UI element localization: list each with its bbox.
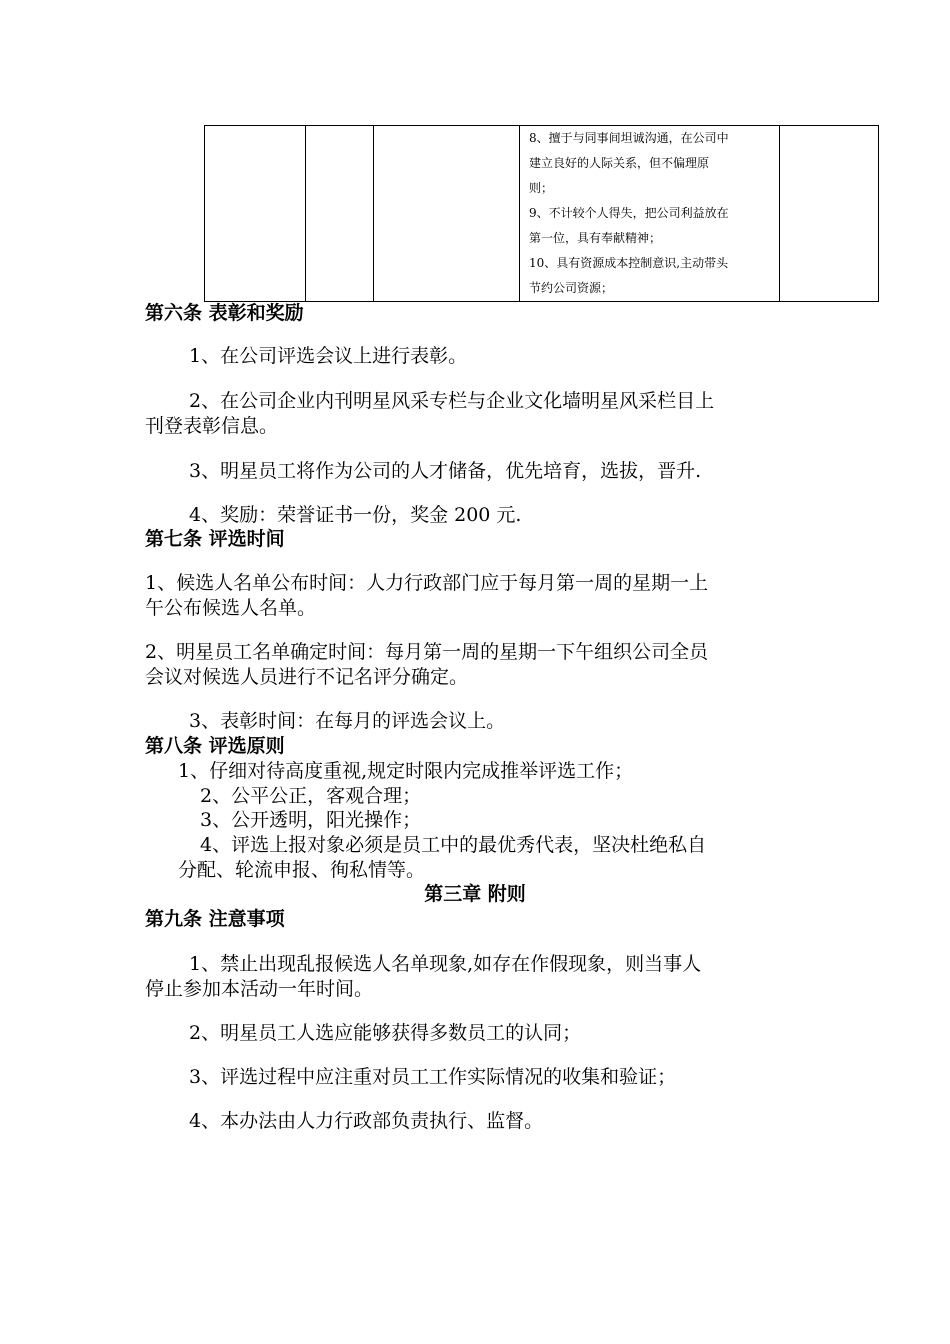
criteria-line: 则； xyxy=(529,181,554,195)
criteria-line: 8、擅于与同事间坦诚沟通，在公司中 xyxy=(529,131,729,145)
article-8-item: 2、公平公正，客观合理； xyxy=(200,785,422,807)
article-9-item: 3、评选过程中应注重对员工工作实际情况的收集和验证； xyxy=(189,1066,677,1088)
criteria-line: 节约公司资源； xyxy=(529,281,614,295)
criteria-line: 10、具有资源成本控制意识,主动带头 xyxy=(529,256,729,270)
article-9-item: 2、明星员工人选应能够获得多数员工的认同； xyxy=(189,1022,582,1044)
article-7-item: 1、候选人名单公布时间：人力行政部门应于每月第一周的星期一上 xyxy=(145,572,709,594)
criteria-line: 第一位，具有奉献精神； xyxy=(529,231,662,245)
table-cell-criteria xyxy=(520,126,780,302)
article-6-item: 4、奖励：荣誉证书一份，奖金 200 元. xyxy=(189,504,522,526)
table-cell xyxy=(374,126,520,302)
article-6-item: 2、在公司企业内刊明星风采专栏与企业文化墙明星风采栏目上 xyxy=(189,390,715,412)
criteria-line: 9、不计较个人得失，把公司利益放在 xyxy=(529,206,729,220)
table-cell xyxy=(306,126,374,302)
article-9-item: 1、禁止出现乱报候选人名单现象,如存在作假现象，则当事人 xyxy=(189,953,702,975)
table-row xyxy=(205,126,879,302)
article-7-item-cont: 会议对候选人员进行不记名评分确定。 xyxy=(145,666,469,688)
chapter-3-heading: 第三章 附则 xyxy=(424,883,526,905)
article-8-item: 3、公开透明，阳光操作； xyxy=(200,809,422,831)
article-9-item-cont: 停止参加本活动一年时间。 xyxy=(145,978,374,1000)
article-6-item: 3、明星员工将作为公司的人才储备，优先培育，选拔，晋升. xyxy=(189,460,702,482)
criteria-table-fragment xyxy=(204,125,879,302)
article-8-heading: 第八条 评选原则 xyxy=(145,735,285,757)
article-7-item: 3、表彰时间：在每月的评选会议上。 xyxy=(189,710,506,732)
article-7-item-cont: 午公布候选人名单。 xyxy=(145,597,317,619)
article-8-item: 4、评选上报对象必须是员工中的最优秀代表，坚决杜绝私自 xyxy=(200,834,707,856)
article-8-item-cont: 分配、轮流申报、徇私情等。 xyxy=(178,859,426,881)
criteria-line: 建立良好的人际关系，但不偏理原 xyxy=(529,156,710,170)
article-6-item-cont: 刊登表彰信息。 xyxy=(145,415,279,437)
table-cell xyxy=(205,126,306,302)
article-7-heading: 第七条 评选时间 xyxy=(145,528,285,550)
article-9-heading: 第九条 注意事项 xyxy=(145,908,285,930)
article-8-item: 1、仔细对待高度重视,规定时限内完成推举评选工作； xyxy=(178,760,634,782)
article-6-item: 1、在公司评选会议上进行表彰。 xyxy=(189,345,468,367)
article-9-item: 4、本办法由人力行政部负责执行、监督。 xyxy=(189,1110,544,1132)
table-cell xyxy=(780,126,879,302)
article-6-heading: 第六条 表彰和奖励 xyxy=(145,302,304,324)
article-7-item: 2、明星员工名单确定时间：每月第一周的星期一下午组织公司全员 xyxy=(145,641,709,663)
